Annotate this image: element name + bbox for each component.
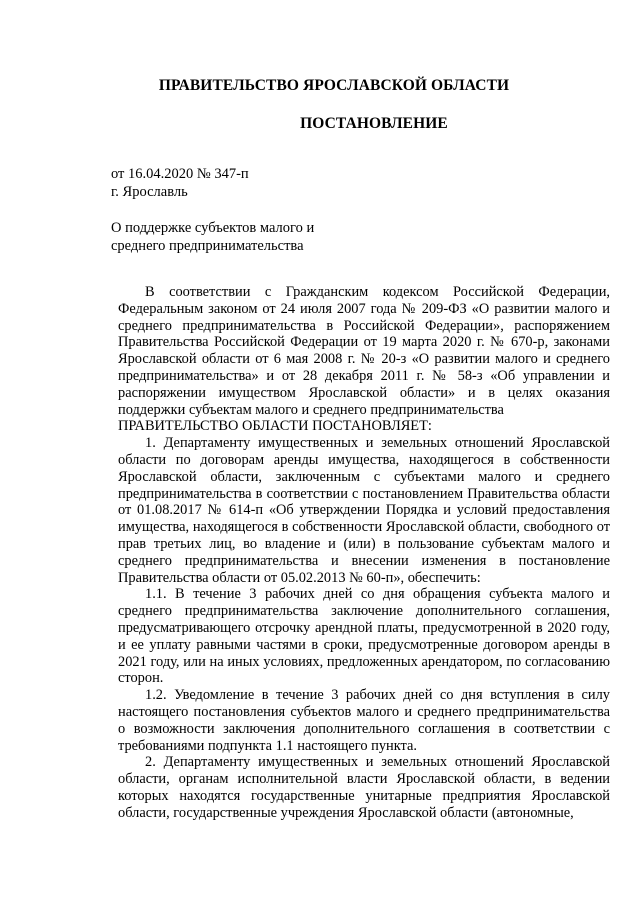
item-1-2-paragraph: 1.2. Уведомление в течение 3 рабочих дней со дня вступления в силу настоящего постановления субъектов малого и среднего предпринимательства о возможности заключения дополнительного соглашения в соответствии с требованиями подпункта 1.1 настоящего пункта.	[118, 687, 610, 754]
government-title: ПРАВИТЕЛЬСТВО ЯРОСЛАВСКОЙ ОБЛАСТИ	[158, 77, 510, 94]
item-1-paragraph: 1. Департаменту имущественных и земельных отношений Ярославской области по договорам аренды имущества, находящегося в собственности Ярославской области, заключенным с субъектами малого и среднего предпринимательства в соответствии с постановлением Правительства области от 01.08.2017 № 614-п «Об утверждении Порядка и условий предоставления имущества, находящегося в собственности Ярославской области, свободного от прав третьих лиц, во владение и (или) в пользование субъектам малого и среднего предпринимательства и внесении изменения в постановление Правительства области от 05.02.2013 № 60-п», обеспечить:	[118, 435, 610, 586]
document-city: г. Ярославль	[111, 184, 188, 200]
resolution-heading: ПРАВИТЕЛЬСТВО ОБЛАСТИ ПОСТАНОВЛЯЕТ:	[118, 418, 432, 435]
item-1-1-paragraph: 1.1. В течение 3 рабочих дней со дня обращения субъекта малого и среднего предпринимательства заключение дополнительного соглашения, предусматривающего отсрочку арендной платы, предусмотренной в 2020 году, и ее уплату равными частями в сроки, предусмотренные договором аренды в 2021 году, или на иных условиях, предложенных арендатором, по согласованию сторон.	[118, 586, 610, 687]
item-2-paragraph: 2. Департаменту имущественных и земельных отношений Ярославской области, органам исполнительной власти Ярославской области, в ведении которых находятся государственные унитарные предприятия Ярославской области, государственные учреждения Ярославской области (автономные,	[118, 754, 610, 821]
document-subject-line-1: О поддержке субъектов малого и	[111, 220, 315, 236]
preamble-paragraph: В соответствии с Гражданским кодексом Российской Федерации, Федеральным законом от 24 июля 2007 года № 209-ФЗ «О развитии малого и среднего предпринимательства в Российской Федерации», распоряжением Правительства Российской Федерации от 19 марта 2020 г. № 670-р, законами Ярославской области от 6 мая 2008 г. № 20-з «О развитии малого и среднего предпринимательства» и от 28 декабря 2011 г. № 58-з «Об управлении и распоряжении имуществом Ярославской области» и в целях оказания поддержки субъектам малого и среднего предпринимательства	[118, 284, 610, 418]
document-body	[118, 284, 610, 822]
document-type-title: ПОСТАНОВЛЕНИЕ	[300, 115, 448, 132]
document-subject-line-2: среднего предпринимательства	[111, 238, 304, 254]
document-date-number: от 16.04.2020 № 347-п	[111, 166, 249, 182]
